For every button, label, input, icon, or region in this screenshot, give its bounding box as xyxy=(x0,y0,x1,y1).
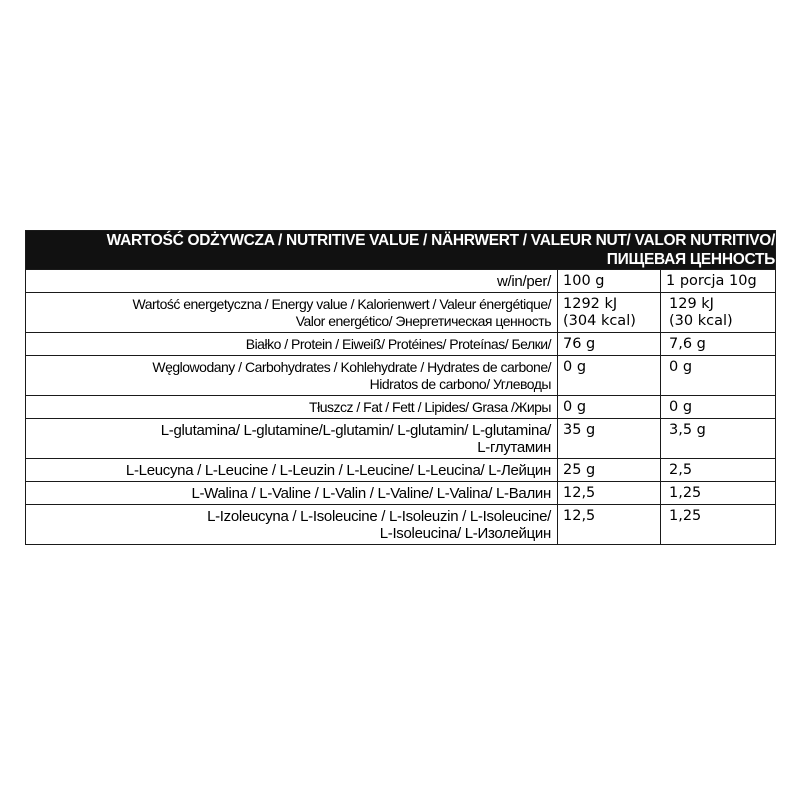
table-row xyxy=(26,482,776,505)
value-portion xyxy=(661,356,776,396)
value-per100 xyxy=(558,419,661,459)
value-line: (30 kcal) xyxy=(669,313,733,329)
column-header-row xyxy=(26,270,776,293)
value-portion xyxy=(661,482,776,505)
value-portion xyxy=(661,459,776,482)
header-line: WARTOŚĆ ODŻYWCZA / NUTRITIVE VALUE / NÄHRWERT / VALEUR NUT/ VALOR NUTRITIVO/ xyxy=(106,232,775,249)
nutrient-label xyxy=(26,505,558,545)
value-line: (304 kcal) xyxy=(563,313,636,329)
value-portion xyxy=(661,396,776,419)
table-row xyxy=(26,293,776,333)
label-line: L-Leucyna / L-Leucine / L-Leuzin / L-Leucine/ L-Leucina/ L-Лейцин xyxy=(125,462,551,479)
nutrition-table xyxy=(25,230,776,545)
value-line: 25 g xyxy=(563,462,596,478)
table-row xyxy=(26,419,776,459)
label-line: L-glutamina/ L-glutamine/L-glutamin/ L-glutamin/ L-glutamina/ xyxy=(160,422,551,439)
value-per100 xyxy=(558,333,661,356)
value-line: 1,25 xyxy=(669,508,702,524)
value-per100 xyxy=(558,356,661,396)
label-line: Hidratos de carbono/ Углеводы xyxy=(369,376,551,392)
label-line: L-глутамин xyxy=(477,439,551,456)
value-portion xyxy=(661,293,776,333)
value-per100 xyxy=(558,505,661,545)
table-header xyxy=(26,231,776,270)
header-line: ПИЩЕВАЯ ЦЕННОСТЬ xyxy=(606,251,775,268)
label-line: L-Walina / L-Valine / L-Valin / L-Valine/ L-Valina/ L-Валин xyxy=(191,485,551,502)
table-row xyxy=(26,505,776,545)
label-line: L-Isoleucina/ L-Изолейцин xyxy=(379,525,551,542)
nutrient-label xyxy=(26,396,558,419)
value-line: 0 g xyxy=(563,399,587,415)
label-line: Wartość energetyczna / Energy value / Kalorienwert / Valeur énergétique/ xyxy=(132,296,551,312)
column-label-header: w/in/per/ xyxy=(26,270,558,293)
value-per100 xyxy=(558,459,661,482)
value-line: 1292 kJ xyxy=(563,296,618,312)
nutrient-label xyxy=(26,482,558,505)
table-row xyxy=(26,459,776,482)
value-portion xyxy=(661,505,776,545)
nutrient-label xyxy=(26,419,558,459)
value-line: 1,25 xyxy=(669,485,702,501)
value-line: 0 g xyxy=(669,359,693,375)
table-row xyxy=(26,356,776,396)
value-line: 76 g xyxy=(563,336,596,352)
nutrient-label xyxy=(26,459,558,482)
header-row xyxy=(26,231,776,270)
value-line: 7,6 g xyxy=(669,336,706,352)
label-line: Valor energético/ Энергетическая ценность xyxy=(295,313,551,329)
table-row xyxy=(26,333,776,356)
value-per100 xyxy=(558,396,661,419)
label-line: L-Izoleucyna / L-Isoleucine / L-Isoleuzin / L-Isoleucine/ xyxy=(207,508,551,525)
value-line: 12,5 xyxy=(563,485,596,501)
value-portion xyxy=(661,333,776,356)
value-per100 xyxy=(558,293,661,333)
value-line: 12,5 xyxy=(563,508,596,524)
nutrient-label xyxy=(26,356,558,396)
value-line: 3,5 g xyxy=(669,422,706,438)
nutrient-label xyxy=(26,333,558,356)
nutrient-label xyxy=(26,293,558,333)
value-line: 129 kJ xyxy=(669,296,714,312)
label-line: Węglowodany / Carbohydrates / Kohlehydrate / Hydrates de carbone/ xyxy=(152,359,551,375)
value-line: 0 g xyxy=(669,399,693,415)
column-portion-header: 1 porcja 10g xyxy=(661,270,776,293)
label-line: Białko / Protein / Eiweiß/ Protéines/ Proteínas/ Белки/ xyxy=(245,336,551,352)
label-line: Tłuszcz / Fat / Fett / Lipides/ Grasa /Жиры xyxy=(309,399,551,415)
value-line: 2,5 xyxy=(669,462,693,478)
value-line: 0 g xyxy=(563,359,587,375)
column-per100-header: 100 g xyxy=(558,270,661,293)
value-portion xyxy=(661,419,776,459)
value-per100 xyxy=(558,482,661,505)
table-row xyxy=(26,396,776,419)
value-line: 35 g xyxy=(563,422,596,438)
